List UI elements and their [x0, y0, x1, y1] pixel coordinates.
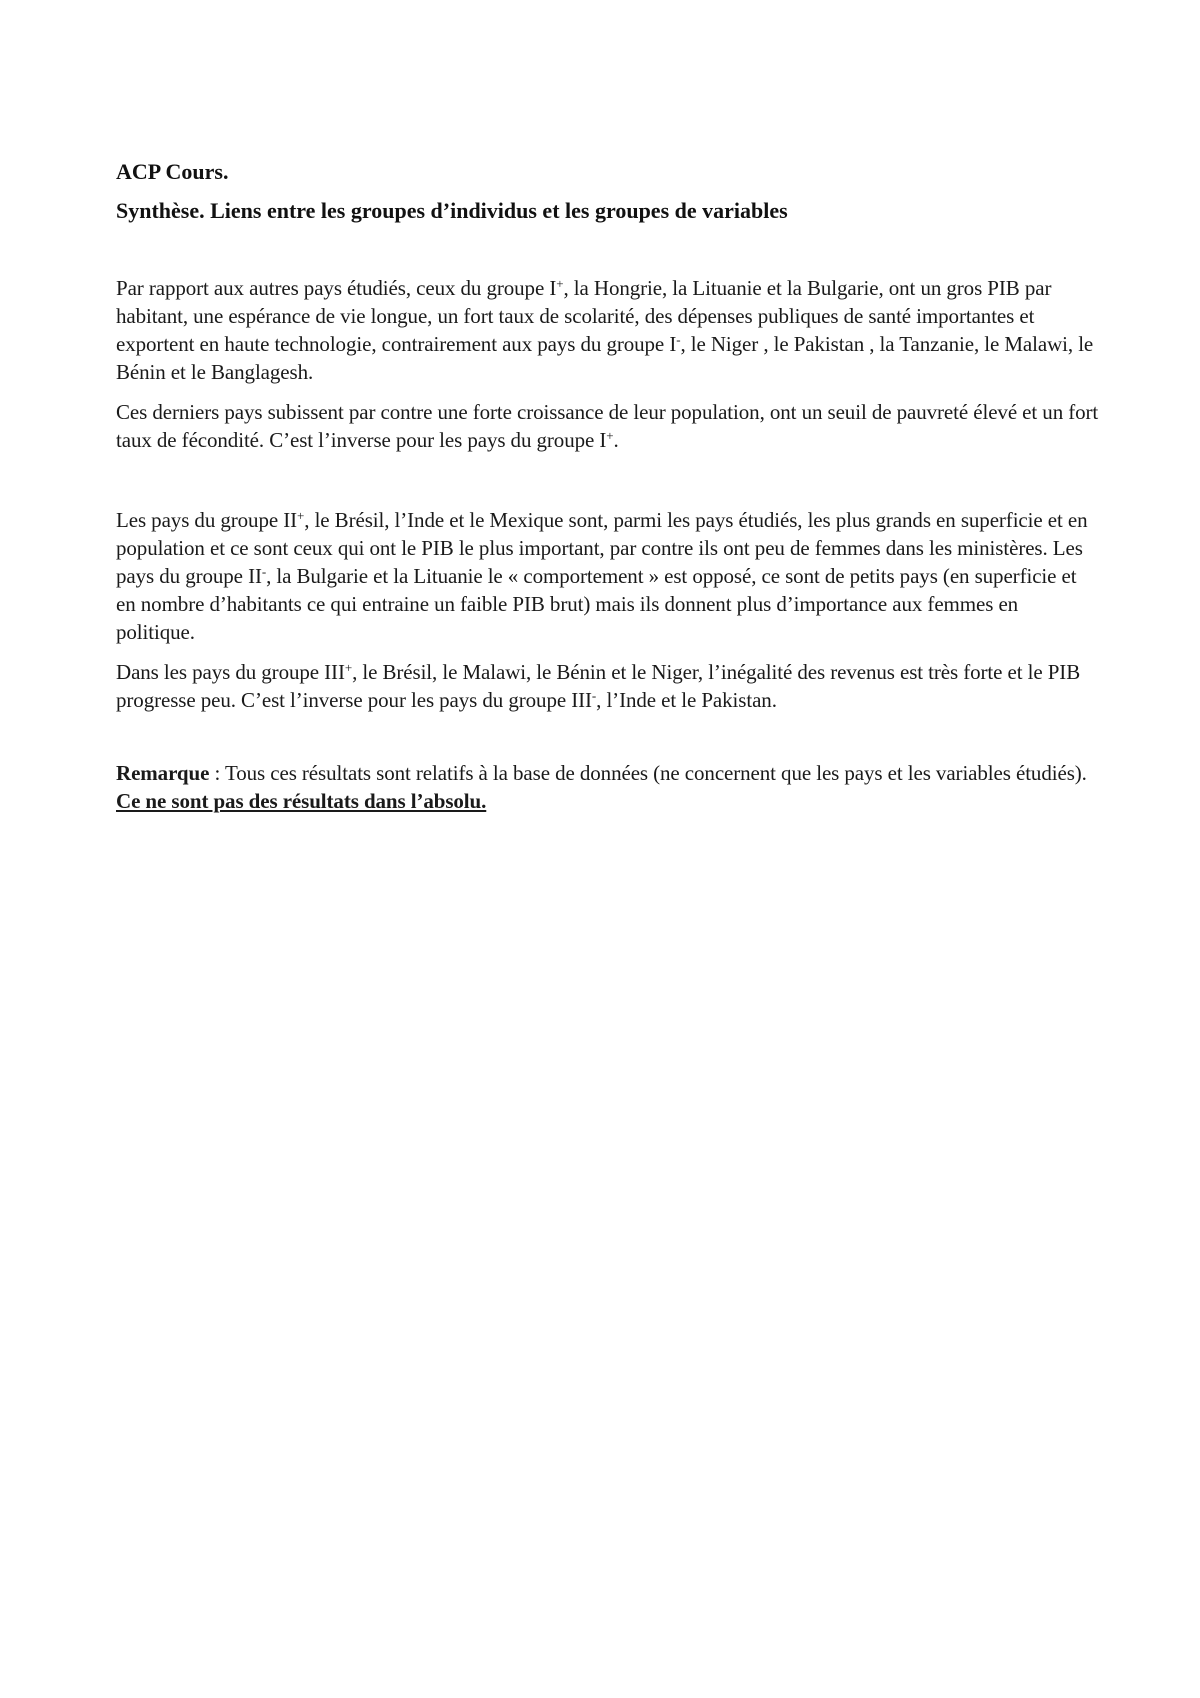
document-body [116, 154, 1101, 815]
document-subtitle: Synthèse. Liens entre les groupes d’individus et les groupes de variables [116, 198, 788, 223]
paragraph-group-I-contrast [116, 398, 1101, 454]
paragraph-group-II [116, 506, 1101, 646]
text-segment: Par rapport aux autres pays étudiés, ceux du groupe [116, 276, 550, 300]
group-sign: + [556, 276, 564, 291]
group-sign: + [297, 508, 305, 523]
group-label: I [599, 428, 607, 452]
text-segment: Dans les pays du groupe [116, 660, 325, 684]
group-sign: - [261, 564, 267, 579]
group-label: III [571, 688, 592, 712]
paragraph-group-III [116, 658, 1101, 714]
text-segment: . [613, 428, 619, 452]
text-segment: , le Brésil, le Malawi, le Bénin et le Niger, l’inégalité des revenus est très forte et le PIB progresse peu. C’est l’inverse pour les pays du groupe [116, 660, 1081, 712]
group-sign: + [344, 660, 353, 675]
group-label: III [324, 660, 345, 684]
group-label: II [283, 508, 298, 532]
remark-emphasis: Ce ne sont pas des résultats dans l’absolu. [116, 789, 487, 813]
text-segment: , la Bulgarie et la Lituanie le « comportement » est opposé, ce sont de petits pays (en superficie et en nombre d’habitants ce qui entraine un faible PIB brut) mais ils donnent plus d’importance aux femmes en politique. [116, 564, 1077, 644]
group-sign: - [591, 688, 597, 703]
paragraph-group-I [116, 274, 1101, 386]
document-title: ACP Cours. [116, 159, 229, 184]
text-segment: Les pays du groupe [116, 508, 284, 532]
group-sign: - [676, 332, 681, 347]
text-segment: Ces derniers pays subissent par contre une forte croissance de leur population, ont un seuil de pauvreté élevé et un fort taux de fécondité. C’est l’inverse pour les pays du groupe [116, 400, 1099, 452]
group-label: II [248, 564, 262, 588]
text-segment: , la Hongrie, la Lituanie et la Bulgarie, ont un gros PIB par habitant, une espérance de vie longue, un fort taux de scolarité, des dépenses publiques de santé importantes et exportent en haute technologie, contrairement aux pays du groupe [116, 276, 1052, 356]
text-segment: , le Brésil, l’Inde et le Mexique sont, parmi les pays étudiés, les plus grands en superficie et en population et ce sont ceux qui ont le PIB le plus important, par contre ils ont peu de femmes dans les ministères. Les pays du groupe [116, 508, 1088, 588]
group-sign: + [606, 428, 614, 443]
remark-label: Remarque [116, 761, 210, 785]
remark-paragraph [116, 759, 1101, 815]
remark-text: : Tous ces résultats sont relatifs à la base de données (ne concernent que les pays et les variables étudiés). [209, 761, 1087, 785]
text-segment: , le Niger , le Pakistan , la Tanzanie, le Malawi, le Bénin et le Banglagesh. [116, 332, 1094, 384]
group-label: I [669, 332, 677, 356]
text-segment: , l’Inde et le Pakistan. [596, 688, 777, 712]
group-label: I [549, 276, 557, 300]
